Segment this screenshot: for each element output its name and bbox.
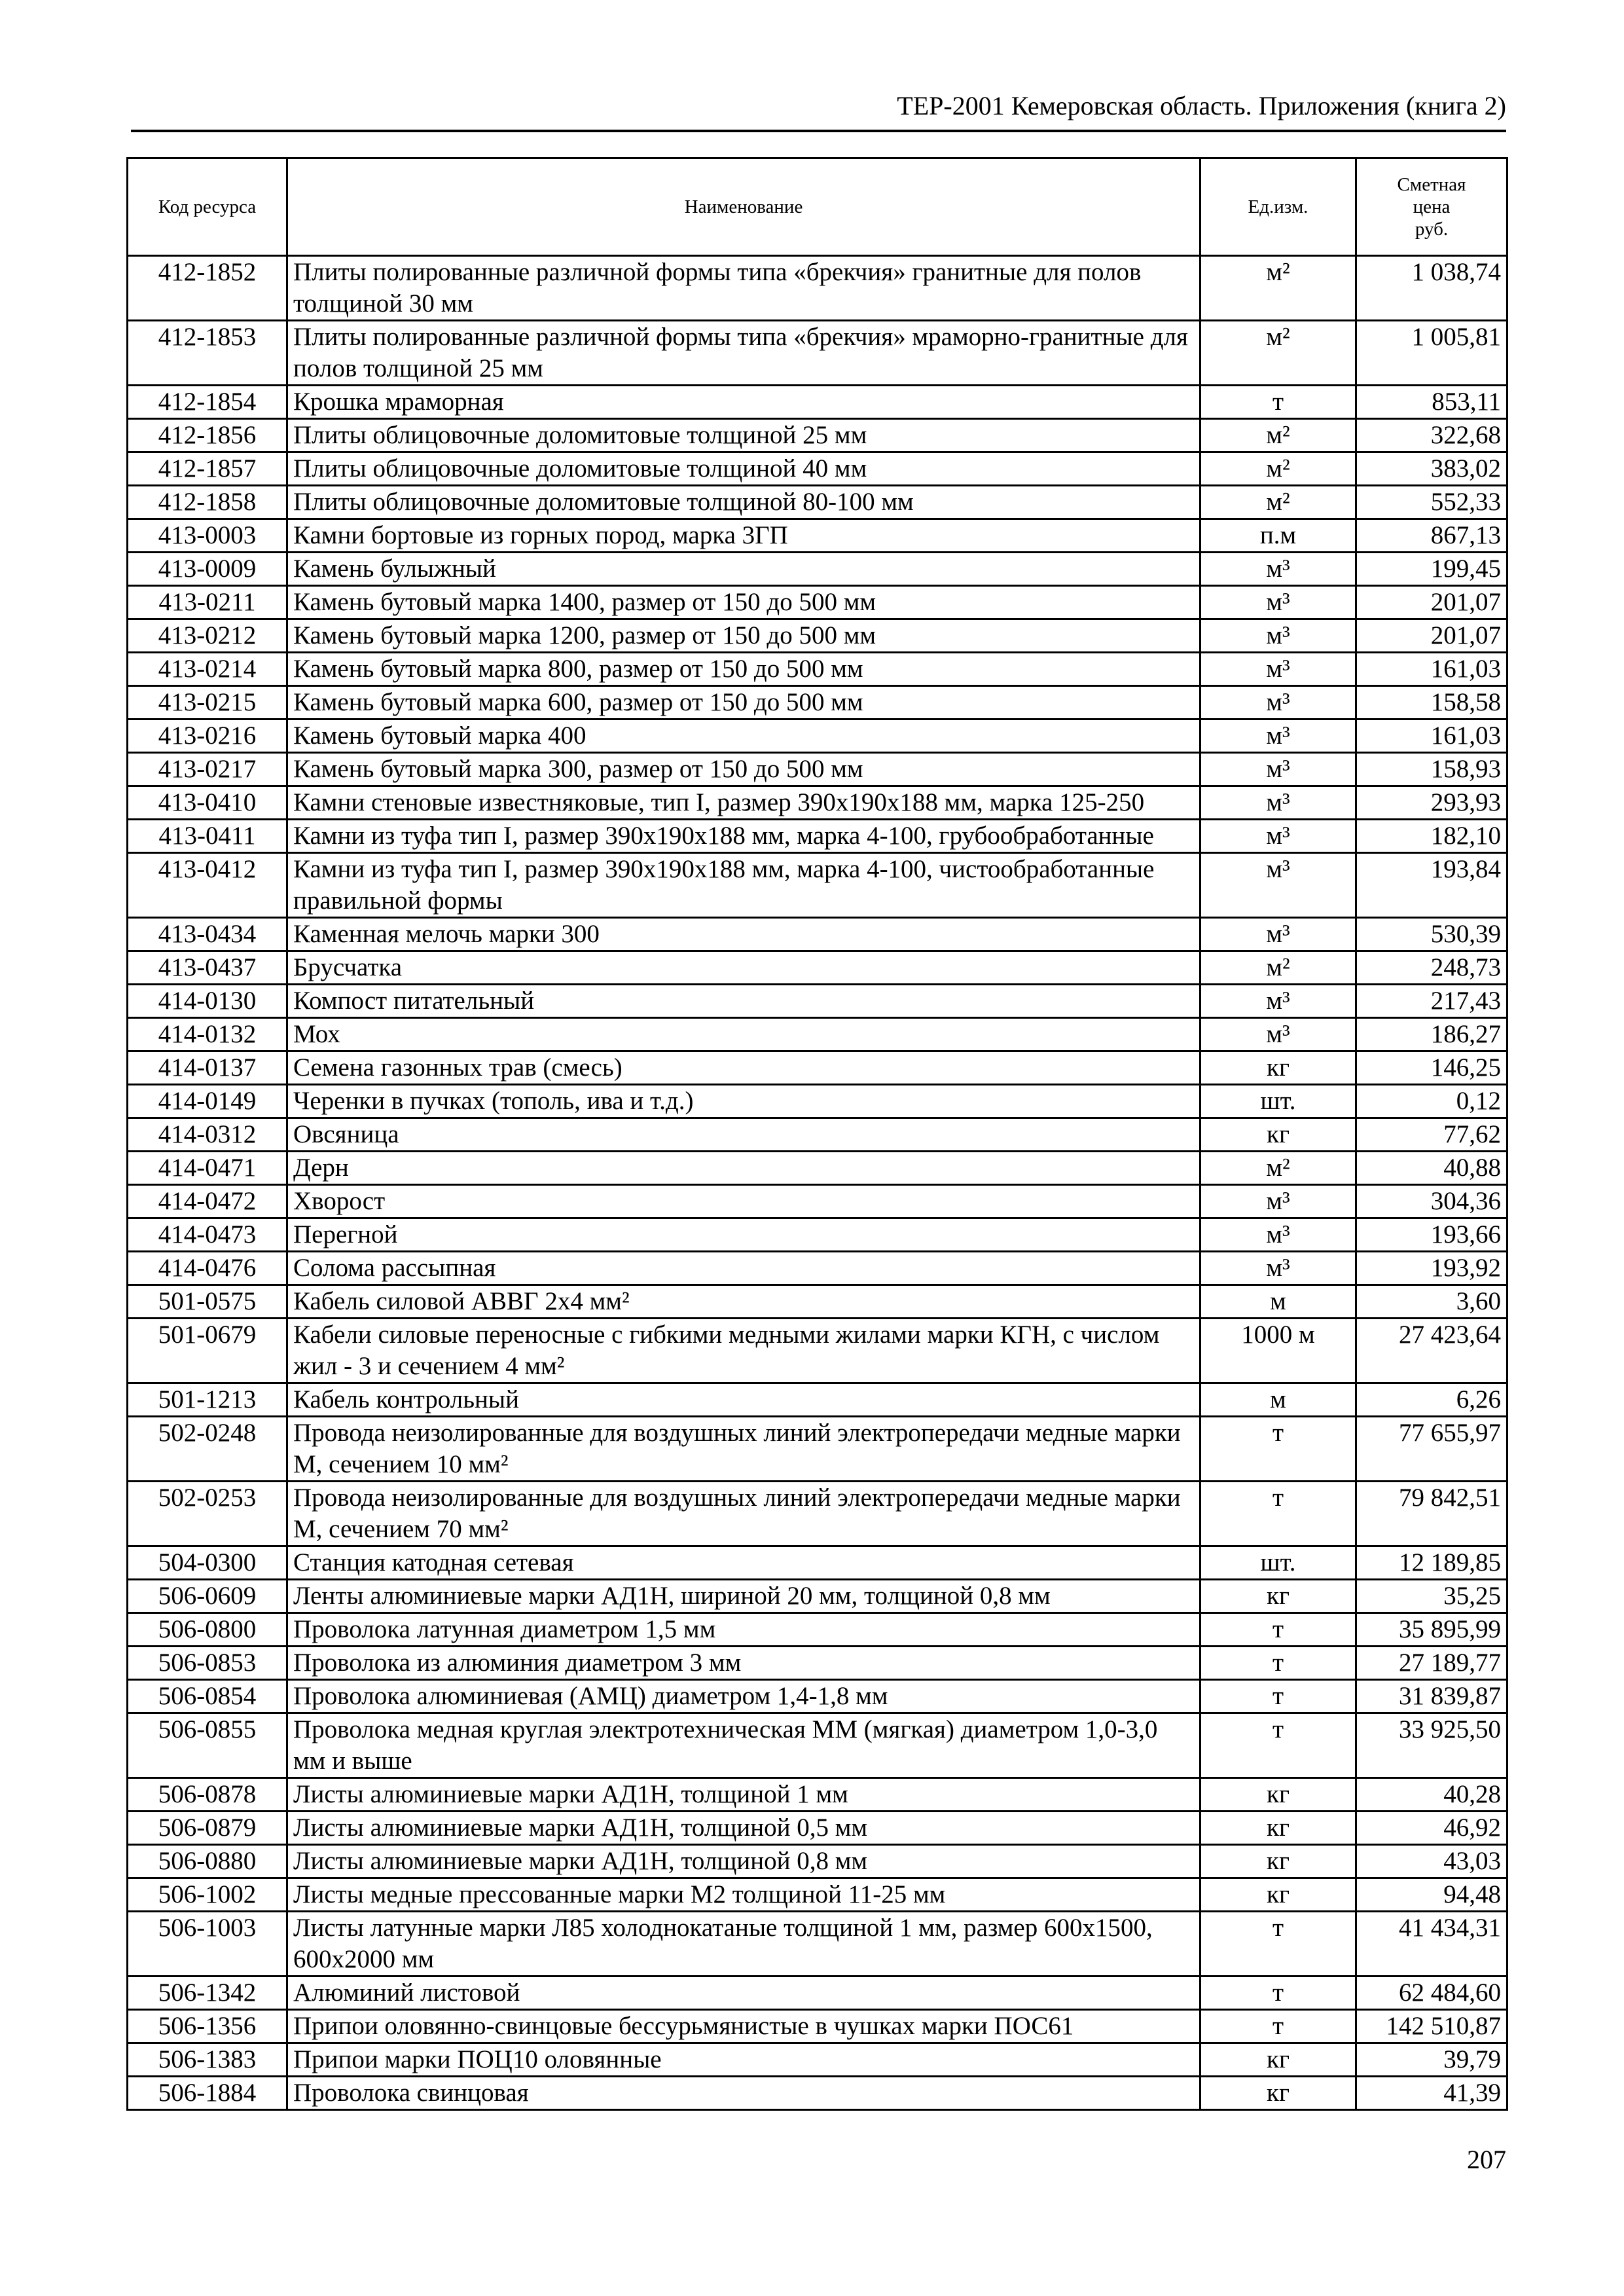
price-cell: 6,26 [1356, 1383, 1507, 1417]
table-row [128, 321, 1507, 386]
table-row [128, 753, 1507, 786]
price-cell: 77 655,97 [1356, 1417, 1507, 1482]
code-cell: 414-0132 [128, 1018, 287, 1051]
code-cell: 413-0217 [128, 753, 287, 786]
table-row [128, 2043, 1507, 2077]
code-cell: 501-1213 [128, 1383, 287, 1417]
code-cell: 504-0300 [128, 1546, 287, 1580]
table-row [128, 1383, 1507, 1417]
code-cell: 412-1853 [128, 321, 287, 386]
unit-cell: м³ [1200, 853, 1356, 918]
unit-cell: м² [1200, 321, 1356, 386]
price-cell: 41 434,31 [1356, 1912, 1507, 1977]
name-cell: Брусчатка [287, 951, 1200, 985]
name-cell: Овсяница [287, 1118, 1200, 1152]
code-cell: 413-0411 [128, 820, 287, 853]
table-row [128, 1417, 1507, 1482]
name-cell: Каменная мелочь марки 300 [287, 918, 1200, 951]
name-cell: Камень булыжный [287, 553, 1200, 586]
table-row [128, 419, 1507, 452]
column-header-name: Наименование [287, 158, 1200, 256]
name-cell: Проволока из алюминия диаметром 3 мм [287, 1647, 1200, 1680]
code-cell: 412-1854 [128, 386, 287, 419]
table-header-row [128, 158, 1507, 256]
price-cell: 27 423,64 [1356, 1319, 1507, 1383]
name-cell: Плиты облицовочные доломитовые толщиной 25 мм [287, 419, 1200, 452]
table-row [128, 820, 1507, 853]
name-cell: Проволока медная круглая электротехническая ММ (мягкая) диаметром 1,0-3,0 мм и выше [287, 1713, 1200, 1778]
name-cell: Камни из туфа тип I, размер 390х190х188 мм, марка 4-100, чистообработанные правильной формы [287, 853, 1200, 918]
table-row [128, 2077, 1507, 2110]
name-cell: Семена газонных трав (смесь) [287, 1051, 1200, 1085]
name-cell: Компост питательный [287, 985, 1200, 1018]
table-row [128, 1252, 1507, 1285]
table-row [128, 918, 1507, 951]
code-cell: 506-1002 [128, 1878, 287, 1912]
table-row [128, 386, 1507, 419]
unit-cell: кг [1200, 1051, 1356, 1085]
unit-cell: м³ [1200, 820, 1356, 853]
price-cell: 304,36 [1356, 1185, 1507, 1218]
name-cell: Хворост [287, 1185, 1200, 1218]
table-row [128, 853, 1507, 918]
price-cell: 853,11 [1356, 386, 1507, 419]
table-row [128, 1118, 1507, 1152]
code-cell: 501-0575 [128, 1285, 287, 1319]
table-row [128, 686, 1507, 720]
price-cell: 33 925,50 [1356, 1713, 1507, 1778]
unit-cell: м² [1200, 452, 1356, 486]
code-cell: 414-0130 [128, 985, 287, 1018]
code-cell: 506-1342 [128, 1977, 287, 2010]
unit-cell: п.м [1200, 519, 1356, 553]
unit-cell: кг [1200, 1812, 1356, 1845]
name-cell: Камни стеновые известняковые, тип I, размер 390х190х188 мм, марка 125-250 [287, 786, 1200, 820]
code-cell: 413-0212 [128, 619, 287, 653]
unit-cell: м³ [1200, 1185, 1356, 1218]
code-cell: 414-0137 [128, 1051, 287, 1085]
unit-cell: т [1200, 1977, 1356, 2010]
price-cell: 158,58 [1356, 686, 1507, 720]
table-row [128, 1778, 1507, 1812]
name-cell: Припои оловянно-свинцовые бессурьмянистые в чушках марки ПОС61 [287, 2010, 1200, 2043]
code-cell: 412-1857 [128, 452, 287, 486]
unit-cell: 1000 м [1200, 1319, 1356, 1383]
price-cell: 77,62 [1356, 1118, 1507, 1152]
unit-cell: т [1200, 1912, 1356, 1977]
table-row [128, 1680, 1507, 1713]
unit-cell: м [1200, 1285, 1356, 1319]
price-cell: 182,10 [1356, 820, 1507, 853]
code-cell: 413-0412 [128, 853, 287, 918]
price-cell: 161,03 [1356, 720, 1507, 753]
table-row [128, 1613, 1507, 1647]
code-cell: 506-0880 [128, 1845, 287, 1878]
price-cell: 94,48 [1356, 1878, 1507, 1912]
table-row [128, 1051, 1507, 1085]
unit-cell: м³ [1200, 720, 1356, 753]
name-cell: Дерн [287, 1152, 1200, 1185]
price-cell: 0,12 [1356, 1085, 1507, 1118]
name-cell: Проволока латунная диаметром 1,5 мм [287, 1613, 1200, 1647]
name-cell: Солома рассыпная [287, 1252, 1200, 1285]
name-cell: Припои марки ПОЦ10 оловянные [287, 2043, 1200, 2077]
unit-cell: т [1200, 1417, 1356, 1482]
table-row [128, 1845, 1507, 1878]
table-row [128, 452, 1507, 486]
price-cell: 1 038,74 [1356, 256, 1507, 321]
name-cell: Станция катодная сетевая [287, 1546, 1200, 1580]
code-cell: 413-0009 [128, 553, 287, 586]
code-cell: 506-1383 [128, 2043, 287, 2077]
price-cell: 867,13 [1356, 519, 1507, 553]
price-cell: 40,28 [1356, 1778, 1507, 1812]
unit-cell: м³ [1200, 586, 1356, 619]
name-cell: Кабель силовой АВВГ 2х4 мм² [287, 1285, 1200, 1319]
price-cell: 142 510,87 [1356, 2010, 1507, 2043]
unit-cell: т [1200, 1647, 1356, 1680]
price-cell: 193,84 [1356, 853, 1507, 918]
name-cell: Мох [287, 1018, 1200, 1051]
price-cell: 43,03 [1356, 1845, 1507, 1878]
unit-cell: шт. [1200, 1085, 1356, 1118]
code-cell: 506-0879 [128, 1812, 287, 1845]
code-cell: 412-1856 [128, 419, 287, 452]
header-rule [131, 130, 1506, 132]
table-row [128, 1482, 1507, 1546]
unit-cell: кг [1200, 1118, 1356, 1152]
table-row [128, 1319, 1507, 1383]
price-cell: 530,39 [1356, 918, 1507, 951]
table-row [128, 786, 1507, 820]
name-cell: Листы алюминиевые марки АД1Н, толщиной 0,5 мм [287, 1812, 1200, 1845]
unit-cell: м³ [1200, 686, 1356, 720]
price-cell: 3,60 [1356, 1285, 1507, 1319]
unit-cell: т [1200, 1713, 1356, 1778]
price-cell: 41,39 [1356, 2077, 1507, 2110]
unit-cell: м³ [1200, 553, 1356, 586]
price-cell: 12 189,85 [1356, 1546, 1507, 1580]
code-cell: 502-0248 [128, 1417, 287, 1482]
name-cell: Камень бутовый марка 1400, размер от 150 до 500 мм [287, 586, 1200, 619]
code-cell: 414-0473 [128, 1218, 287, 1252]
price-table [126, 157, 1508, 2111]
price-cell: 383,02 [1356, 452, 1507, 486]
table-row [128, 519, 1507, 553]
price-cell: 201,07 [1356, 586, 1507, 619]
name-cell: Ленты алюминиевые марки АД1Н, шириной 20 мм, толщиной 0,8 мм [287, 1580, 1200, 1613]
price-cell: 35 895,99 [1356, 1613, 1507, 1647]
table-row [128, 2010, 1507, 2043]
unit-cell: шт. [1200, 1546, 1356, 1580]
unit-cell: т [1200, 2010, 1356, 2043]
table-row [128, 1285, 1507, 1319]
code-cell: 414-0472 [128, 1185, 287, 1218]
name-cell: Камень бутовый марка 300, размер от 150 до 500 мм [287, 753, 1200, 786]
code-cell: 413-0003 [128, 519, 287, 553]
name-cell: Черенки в пучках (тополь, ива и т.д.) [287, 1085, 1200, 1118]
page-number: 207 [1467, 2145, 1506, 2174]
table-row [128, 586, 1507, 619]
name-cell: Перегной [287, 1218, 1200, 1252]
table-row [128, 720, 1507, 753]
table-row [128, 1218, 1507, 1252]
code-cell: 414-0476 [128, 1252, 287, 1285]
unit-cell: м² [1200, 419, 1356, 452]
code-cell: 502-0253 [128, 1482, 287, 1546]
unit-cell: м² [1200, 486, 1356, 519]
code-cell: 414-0312 [128, 1118, 287, 1152]
name-cell: Плиты полированные различной формы типа «брекчия» гранитные для полов толщиной 30 мм [287, 256, 1200, 321]
unit-cell: т [1200, 386, 1356, 419]
unit-cell: кг [1200, 1778, 1356, 1812]
document-header-title: ТЕР-2001 Кемеровская область. Приложения (книга 2) [897, 91, 1506, 120]
code-cell: 506-0853 [128, 1647, 287, 1680]
price-cell: 322,68 [1356, 419, 1507, 452]
table-row [128, 1647, 1507, 1680]
price-cell: 1 005,81 [1356, 321, 1507, 386]
price-cell: 146,25 [1356, 1051, 1507, 1085]
price-cell: 40,88 [1356, 1152, 1507, 1185]
code-cell: 414-0471 [128, 1152, 287, 1185]
name-cell: Провода неизолированные для воздушных линий электропередачи медные марки М, сечением 10 мм² [287, 1417, 1200, 1482]
unit-cell: т [1200, 1680, 1356, 1713]
code-cell: 413-0214 [128, 653, 287, 686]
column-header-unit: Ед.изм. [1200, 158, 1356, 256]
name-cell: Крошка мраморная [287, 386, 1200, 419]
price-cell: 293,93 [1356, 786, 1507, 820]
name-cell: Камни бортовые из горных пород, марка 3ГП [287, 519, 1200, 553]
price-cell: 186,27 [1356, 1018, 1507, 1051]
name-cell: Листы алюминиевые марки АД1Н, толщиной 0,8 мм [287, 1845, 1200, 1878]
name-cell: Проволока алюминиевая (АМЦ) диаметром 1,4-1,8 мм [287, 1680, 1200, 1713]
unit-cell: м³ [1200, 985, 1356, 1018]
table-row [128, 1580, 1507, 1613]
unit-cell: кг [1200, 1580, 1356, 1613]
unit-cell: м³ [1200, 619, 1356, 653]
code-cell: 412-1858 [128, 486, 287, 519]
price-cell: 62 484,60 [1356, 1977, 1507, 2010]
price-cell: 27 189,77 [1356, 1647, 1507, 1680]
name-cell: Кабель контрольный [287, 1383, 1200, 1417]
price-cell: 161,03 [1356, 653, 1507, 686]
unit-cell: м² [1200, 256, 1356, 321]
unit-cell: т [1200, 1613, 1356, 1647]
code-cell: 412-1852 [128, 256, 287, 321]
column-header-price: Сметная цена руб. [1356, 158, 1507, 256]
table-row [128, 256, 1507, 321]
name-cell: Листы алюминиевые марки АД1Н, толщиной 1 мм [287, 1778, 1200, 1812]
code-cell: 413-0410 [128, 786, 287, 820]
unit-cell: кг [1200, 1878, 1356, 1912]
price-cell: 79 842,51 [1356, 1482, 1507, 1546]
name-cell: Алюминий листовой [287, 1977, 1200, 2010]
price-cell: 217,43 [1356, 985, 1507, 1018]
code-cell: 506-1003 [128, 1912, 287, 1977]
unit-cell: кг [1200, 2043, 1356, 2077]
unit-cell: м³ [1200, 653, 1356, 686]
table-row [128, 1713, 1507, 1778]
name-cell: Плиты облицовочные доломитовые толщиной 80-100 мм [287, 486, 1200, 519]
unit-cell: м³ [1200, 1252, 1356, 1285]
unit-cell: м [1200, 1383, 1356, 1417]
unit-cell: м³ [1200, 753, 1356, 786]
unit-cell: м³ [1200, 1218, 1356, 1252]
price-cell: 248,73 [1356, 951, 1507, 985]
table-row [128, 1546, 1507, 1580]
table-row [128, 1185, 1507, 1218]
name-cell: Листы медные прессованные марки М2 толщиной 11-25 мм [287, 1878, 1200, 1912]
price-cell: 193,92 [1356, 1252, 1507, 1285]
unit-cell: м³ [1200, 918, 1356, 951]
code-cell: 414-0149 [128, 1085, 287, 1118]
table-row [128, 985, 1507, 1018]
code-cell: 413-0215 [128, 686, 287, 720]
name-cell: Плиты полированные различной формы типа «брекчия» мраморно-гранитные для полов толщиной 25 мм [287, 321, 1200, 386]
name-cell: Камень бутовый марка 600, размер от 150 до 500 мм [287, 686, 1200, 720]
code-cell: 506-0878 [128, 1778, 287, 1812]
table-row [128, 1812, 1507, 1845]
name-cell: Камень бутовый марка 400 [287, 720, 1200, 753]
name-cell: Камень бутовый марка 1200, размер от 150 до 500 мм [287, 619, 1200, 653]
table-row [128, 1018, 1507, 1051]
price-cell: 31 839,87 [1356, 1680, 1507, 1713]
table-row [128, 653, 1507, 686]
code-cell: 506-0800 [128, 1613, 287, 1647]
table-row [128, 619, 1507, 653]
table-row [128, 1152, 1507, 1185]
unit-cell: м³ [1200, 1018, 1356, 1051]
code-cell: 506-1884 [128, 2077, 287, 2110]
code-cell: 506-0854 [128, 1680, 287, 1713]
table-row [128, 486, 1507, 519]
table-row [128, 951, 1507, 985]
code-cell: 413-0437 [128, 951, 287, 985]
column-header-code: Код ресурса [128, 158, 287, 256]
price-cell: 46,92 [1356, 1812, 1507, 1845]
table-row [128, 1912, 1507, 1977]
code-cell: 413-0434 [128, 918, 287, 951]
table-row [128, 1878, 1507, 1912]
price-cell: 158,93 [1356, 753, 1507, 786]
table-row [128, 1977, 1507, 2010]
unit-cell: м² [1200, 951, 1356, 985]
price-cell: 552,33 [1356, 486, 1507, 519]
name-cell: Камни из туфа тип I, размер 390х190х188 мм, марка 4-100, грубообработанные [287, 820, 1200, 853]
unit-cell: т [1200, 1482, 1356, 1546]
code-cell: 501-0679 [128, 1319, 287, 1383]
price-cell: 193,66 [1356, 1218, 1507, 1252]
unit-cell: м³ [1200, 786, 1356, 820]
table-row [128, 1085, 1507, 1118]
table-row [128, 553, 1507, 586]
code-cell: 413-0211 [128, 586, 287, 619]
name-cell: Листы латунные марки Л85 холоднокатаные толщиной 1 мм, размер 600х1500, 600х2000 мм [287, 1912, 1200, 1977]
name-cell: Плиты облицовочные доломитовые толщиной 40 мм [287, 452, 1200, 486]
code-cell: 506-1356 [128, 2010, 287, 2043]
unit-cell: кг [1200, 2077, 1356, 2110]
name-cell: Провода неизолированные для воздушных линий электропередачи медные марки М, сечением 70 мм² [287, 1482, 1200, 1546]
price-cell: 199,45 [1356, 553, 1507, 586]
price-cell: 35,25 [1356, 1580, 1507, 1613]
price-cell: 201,07 [1356, 619, 1507, 653]
unit-cell: м² [1200, 1152, 1356, 1185]
name-cell: Кабели силовые переносные с гибкими медными жилами марки КГН, с числом жил - 3 и сечением 4 мм² [287, 1319, 1200, 1383]
unit-cell: кг [1200, 1845, 1356, 1878]
price-cell: 39,79 [1356, 2043, 1507, 2077]
name-cell: Камень бутовый марка 800, размер от 150 до 500 мм [287, 653, 1200, 686]
name-cell: Проволока свинцовая [287, 2077, 1200, 2110]
code-cell: 506-0609 [128, 1580, 287, 1613]
code-cell: 506-0855 [128, 1713, 287, 1778]
table-body [128, 256, 1507, 2110]
code-cell: 413-0216 [128, 720, 287, 753]
